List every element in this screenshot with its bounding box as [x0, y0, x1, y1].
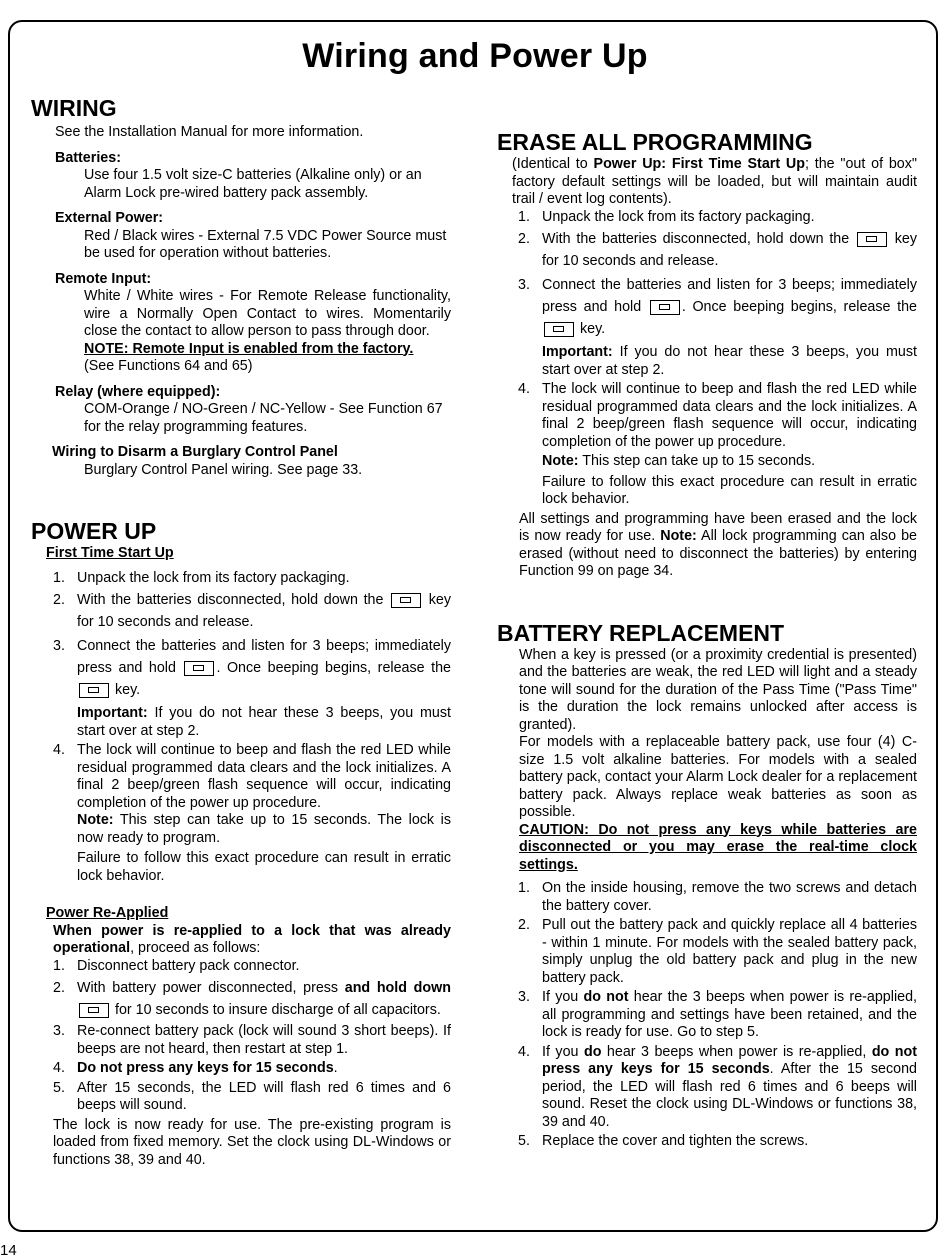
remote-input-label: Remote Input: — [55, 270, 152, 287]
list-item: 1. On the inside housing, remove the two screws and detach the battery cover. — [518, 880, 917, 914]
wiring-heading: WIRING — [31, 95, 117, 121]
battery-caution: CAUTION: Do not press any keys while batteries are disconnected or you may erase the real-time clock settings. — [519, 821, 917, 873]
list-item: 2. With the batteries disconnected, hold down the key for 10 seconds and release. — [53, 592, 451, 630]
list-item: 3. Connect the batteries and listen for 3 beeps; immediately press and hold . Once beeping begins, release the key. Important: If you do not hear these 3 beeps, you must start over at step 2. — [518, 277, 917, 378]
list-item: 5. After 15 seconds, the LED will flash red 6 times and 6 beeps will sound. — [53, 1079, 451, 1113]
left-column — [31, 94, 451, 1169]
disarm-label: Wiring to Disarm a Burglary Control Panel — [52, 444, 338, 460]
list-item: 3. Connect the batteries and listen for 3 beeps; immediately press and hold . Once beeping begins, release the key. Important: If you do not hear these 3 beeps, you must start over at step 2. — [53, 638, 451, 739]
erase-closing: All settings and programming have been erased and the lock is now ready for use. Note: All lock programming can also be erased (without need to disconnect the batteries) by entering Function 99 on page 34. — [519, 510, 917, 579]
right-column — [497, 128, 917, 1153]
disarm-text: Burglary Control Panel wiring. See page 33. — [84, 461, 363, 478]
list-item: 4. Do not press any keys for 15 seconds. — [53, 1060, 338, 1076]
list-item: 5. Replace the cover and tighten the screws. — [518, 1133, 809, 1149]
erase-steps — [497, 209, 917, 509]
relay-text: COM-Orange / NO-Green / NC-Yellow - See Function 67 for the relay programming features. — [84, 401, 443, 435]
key-icon — [544, 322, 574, 337]
relay-label: Relay (where equipped): — [55, 383, 221, 400]
list-item: 3. If you do not hear the 3 beeps when power is re-applied, all programming and settings have been retained, and the lock is ready for use. Go to step 5. — [518, 989, 917, 1040]
list-item: 2. With battery power disconnected, press and hold down for 10 seconds to insure discharge of all capacitors. — [53, 980, 451, 1018]
wiring-intro: See the Installation Manual for more information. — [55, 124, 364, 140]
list-item: 2. Pull out the battery pack and quickly replace all 4 batteries - within 1 minute. For models with the sealed battery pack, simply unplug the old battery pack and plug in the new battery pack. — [518, 917, 917, 986]
key-icon — [857, 232, 887, 247]
key-icon — [79, 1003, 109, 1018]
erase-intro: (Identical to Power Up: First Time Start Up; the "out of box" factory default settings will be loaded, but will maintain audit trail / event log contents). — [512, 156, 917, 207]
list-item: 1. Unpack the lock from its factory packaging. — [53, 569, 350, 586]
battery-p2: For models with a replaceable battery pack, use four (4) C-size 1.5 volt alkaline batteries. For models with a sealed battery pack, contact your Alarm Lock dealer for a replacement battery pack. Always replace weak batteries as soon as possible. — [519, 734, 917, 820]
first-time-start-up-label: First Time Start Up — [46, 545, 174, 561]
list-item: 3. Re-connect battery pack (lock will sound 3 short beeps). If beeps are not heard, then restart at step 1. — [53, 1023, 451, 1057]
power-reapplied-label: Power Re-Applied — [46, 905, 169, 921]
remote-input-see: (See Functions 64 and 65) — [84, 358, 253, 374]
list-item: 1. Disconnect battery pack connector. — [53, 957, 300, 974]
power-up-heading: POWER UP — [31, 518, 157, 544]
power-reapplied-closing: The lock is now ready for use. The pre-existing program is loaded from fixed memory. Set the clock using DL-Windows or functions 38, 39 and 40. — [53, 1116, 451, 1168]
list-item: 4. If you do hear 3 beeps when power is re-applied, do not press any keys for 15 seconds. After the 15 second period, the LED will flash red 6 times and 6 beeps will sound. Reset the clock using DL-Windows or functions 38, 39 and 40. — [518, 1043, 917, 1130]
power-reapplied-steps — [31, 958, 451, 1115]
external-power-label: External Power: — [55, 210, 164, 226]
list-item: 4. The lock will continue to beep and flash the red LED while residual programmed data clears and the lock initializes. A final 2 beep/green flash sequence will occur, indicating completion of the power up procedure. Note: This step can take up to 15 seconds. The lock is now ready to program. Failure to follow this exact procedure can result in erratic lock behavior. — [53, 742, 452, 884]
list-item: 2. With the batteries disconnected, hold down the key for 10 seconds and release. — [518, 231, 917, 269]
key-icon — [184, 661, 214, 676]
list-item: 1. Unpack the lock from its factory packaging. — [518, 208, 815, 225]
remote-input-text: White / White wires - For Remote Release functionality, wire a Normally Open Contact to wires. Momentarily close the contact to allow person to pass through door. — [84, 288, 451, 339]
erase-heading: ERASE ALL PROGRAMMING — [497, 129, 813, 155]
batteries-label: Batteries: — [55, 149, 121, 166]
battery-heading: BATTERY REPLACEMENT — [497, 619, 785, 646]
page-title: Wiring and Power Up — [302, 37, 648, 75]
power-up-steps — [31, 570, 451, 886]
page-number: 14 — [0, 1242, 17, 1259]
remote-input-note: NOTE: Remote Input is enabled from the factory. — [84, 340, 414, 357]
battery-p1: When a key is pressed (or a proximity credential is presented) and the batteries are weak, the red LED will light and a steady tone will sound for the duration of the Pass Time ("Pass Time" is the duration the lock remains unlocked after access is granted). — [519, 646, 917, 733]
list-item: 4. The lock will continue to beep and flash the red LED while residual programmed data clears and the lock initializes. A final 2 beep/green flash sequence will occur, indicating completion of the power up procedure. Note: This step can take up to 15 seconds. Failure to follow this exact procedure can result in erratic lock behavior. — [518, 381, 917, 507]
battery-steps — [497, 880, 917, 1151]
key-icon — [650, 300, 680, 315]
power-reapplied-intro: When power is re-applied to a lock that was already operational, proceed as follows: — [53, 922, 451, 956]
key-icon — [79, 683, 109, 698]
key-icon — [391, 593, 421, 608]
batteries-text: Use four 1.5 volt size-C batteries (Alkaline only) or an Alarm Lock pre-wired battery pack assembly. — [84, 167, 422, 201]
external-power-text: Red / Black wires - External 7.5 VDC Power Source must be used for operation without batteries. — [84, 227, 447, 261]
